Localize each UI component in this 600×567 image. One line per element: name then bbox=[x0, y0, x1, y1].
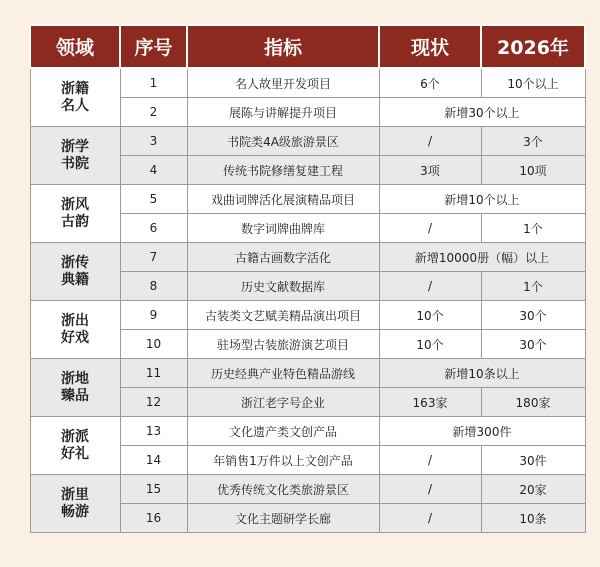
row-number-cell: 15 bbox=[120, 475, 187, 504]
indicator-name-cell: 浙江老字号企业 bbox=[187, 388, 379, 417]
table-row bbox=[30, 68, 585, 98]
target-value-cell: 20家 bbox=[481, 475, 585, 504]
row-number-cell: 2 bbox=[120, 98, 187, 127]
indicator-table-container bbox=[29, 24, 574, 533]
current-value-cell: / bbox=[379, 127, 481, 156]
indicator-name-cell: 历史经典产业特色精品游线 bbox=[187, 359, 379, 388]
current-value-cell: 3项 bbox=[379, 156, 481, 185]
merged-value-cell: 新增300件 bbox=[379, 417, 585, 446]
domain-label-line: 书院 bbox=[61, 155, 89, 172]
row-number-cell: 4 bbox=[120, 156, 187, 185]
target-value-cell: 10个以上 bbox=[481, 68, 585, 98]
domain-label-line: 典籍 bbox=[61, 271, 89, 288]
domain-label-line: 畅游 bbox=[61, 503, 89, 520]
merged-value-cell: 新增10条以上 bbox=[379, 359, 585, 388]
header-indicator: 指标 bbox=[187, 25, 379, 68]
domain-label-line: 浙出 bbox=[61, 312, 89, 329]
table-row bbox=[30, 475, 585, 504]
domain-cell bbox=[30, 68, 120, 127]
indicator-name-cell: 年销售1万件以上文创产品 bbox=[187, 446, 379, 475]
domain-label-line: 好礼 bbox=[61, 445, 89, 462]
header-target-2026: 2026年 bbox=[481, 25, 585, 68]
domain-label-line: 浙学 bbox=[61, 138, 89, 155]
header-row bbox=[30, 25, 585, 68]
indicator-name-cell: 优秀传统文化类旅游景区 bbox=[187, 475, 379, 504]
domain-cell bbox=[30, 301, 120, 359]
domain-cell bbox=[30, 127, 120, 185]
header-domain: 领域 bbox=[30, 25, 120, 68]
table-row bbox=[30, 359, 585, 388]
current-value-cell: 10个 bbox=[379, 301, 481, 330]
table-row bbox=[30, 301, 585, 330]
row-number-cell: 8 bbox=[120, 272, 187, 301]
row-number-cell: 1 bbox=[120, 68, 187, 98]
indicator-name-cell: 文化遗产类文创产品 bbox=[187, 417, 379, 446]
domain-cell bbox=[30, 185, 120, 243]
current-value-cell: 163家 bbox=[379, 388, 481, 417]
domain-label-line: 浙籍 bbox=[61, 80, 89, 97]
row-number-cell: 16 bbox=[120, 504, 187, 533]
current-value-cell: / bbox=[379, 475, 481, 504]
target-value-cell: 180家 bbox=[481, 388, 585, 417]
current-value-cell: 10个 bbox=[379, 330, 481, 359]
indicator-name-cell: 文化主题研学长廊 bbox=[187, 504, 379, 533]
indicator-name-cell: 数字词牌曲牌库 bbox=[187, 214, 379, 243]
table-row bbox=[30, 127, 585, 156]
header-number: 序号 bbox=[120, 25, 187, 68]
table-row bbox=[30, 185, 585, 214]
indicator-name-cell: 古装类文艺赋美精品演出项目 bbox=[187, 301, 379, 330]
row-number-cell: 12 bbox=[120, 388, 187, 417]
domain-cell bbox=[30, 417, 120, 475]
current-value-cell: 6个 bbox=[379, 68, 481, 98]
current-value-cell: / bbox=[379, 446, 481, 475]
target-value-cell: 30件 bbox=[481, 446, 585, 475]
indicator-name-cell: 古籍古画数字活化 bbox=[187, 243, 379, 272]
table-row bbox=[30, 243, 585, 272]
table-body bbox=[30, 68, 585, 533]
table-row bbox=[30, 417, 585, 446]
target-value-cell: 30个 bbox=[481, 301, 585, 330]
target-value-cell: 1个 bbox=[481, 214, 585, 243]
domain-label-line: 臻品 bbox=[61, 387, 89, 404]
indicator-name-cell: 戏曲词牌活化展演精品项目 bbox=[187, 185, 379, 214]
domain-label-line: 浙风 bbox=[61, 196, 89, 213]
domain-label-line: 浙地 bbox=[61, 370, 89, 387]
target-value-cell: 30个 bbox=[481, 330, 585, 359]
domain-label-line: 古韵 bbox=[61, 213, 89, 230]
indicator-name-cell: 传统书院修缮复建工程 bbox=[187, 156, 379, 185]
row-number-cell: 10 bbox=[120, 330, 187, 359]
indicator-name-cell: 名人故里开发项目 bbox=[187, 68, 379, 98]
merged-value-cell: 新增30个以上 bbox=[379, 98, 585, 127]
domain-cell bbox=[30, 359, 120, 417]
row-number-cell: 14 bbox=[120, 446, 187, 475]
domain-label-line: 浙传 bbox=[61, 254, 89, 271]
domain-label-line: 名人 bbox=[61, 97, 89, 114]
indicator-name-cell: 驻场型古装旅游演艺项目 bbox=[187, 330, 379, 359]
target-value-cell: 1个 bbox=[481, 272, 585, 301]
indicator-name-cell: 书院类4A级旅游景区 bbox=[187, 127, 379, 156]
row-number-cell: 5 bbox=[120, 185, 187, 214]
row-number-cell: 7 bbox=[120, 243, 187, 272]
current-value-cell: / bbox=[379, 504, 481, 533]
target-value-cell: 3个 bbox=[481, 127, 585, 156]
current-value-cell: / bbox=[379, 272, 481, 301]
row-number-cell: 3 bbox=[120, 127, 187, 156]
domain-cell bbox=[30, 243, 120, 301]
current-value-cell: / bbox=[379, 214, 481, 243]
merged-value-cell: 新增10个以上 bbox=[379, 185, 585, 214]
row-number-cell: 13 bbox=[120, 417, 187, 446]
merged-value-cell: 新增10000册（幅）以上 bbox=[379, 243, 585, 272]
domain-label-line: 浙派 bbox=[61, 428, 89, 445]
indicator-table bbox=[29, 24, 586, 533]
row-number-cell: 9 bbox=[120, 301, 187, 330]
indicator-name-cell: 历史文献数据库 bbox=[187, 272, 379, 301]
target-value-cell: 10条 bbox=[481, 504, 585, 533]
domain-cell bbox=[30, 475, 120, 533]
row-number-cell: 11 bbox=[120, 359, 187, 388]
domain-label-line: 好戏 bbox=[61, 329, 89, 346]
row-number-cell: 6 bbox=[120, 214, 187, 243]
domain-label-line: 浙里 bbox=[61, 486, 89, 503]
header-current: 现状 bbox=[379, 25, 481, 68]
target-value-cell: 10项 bbox=[481, 156, 585, 185]
indicator-name-cell: 展陈与讲解提升项目 bbox=[187, 98, 379, 127]
